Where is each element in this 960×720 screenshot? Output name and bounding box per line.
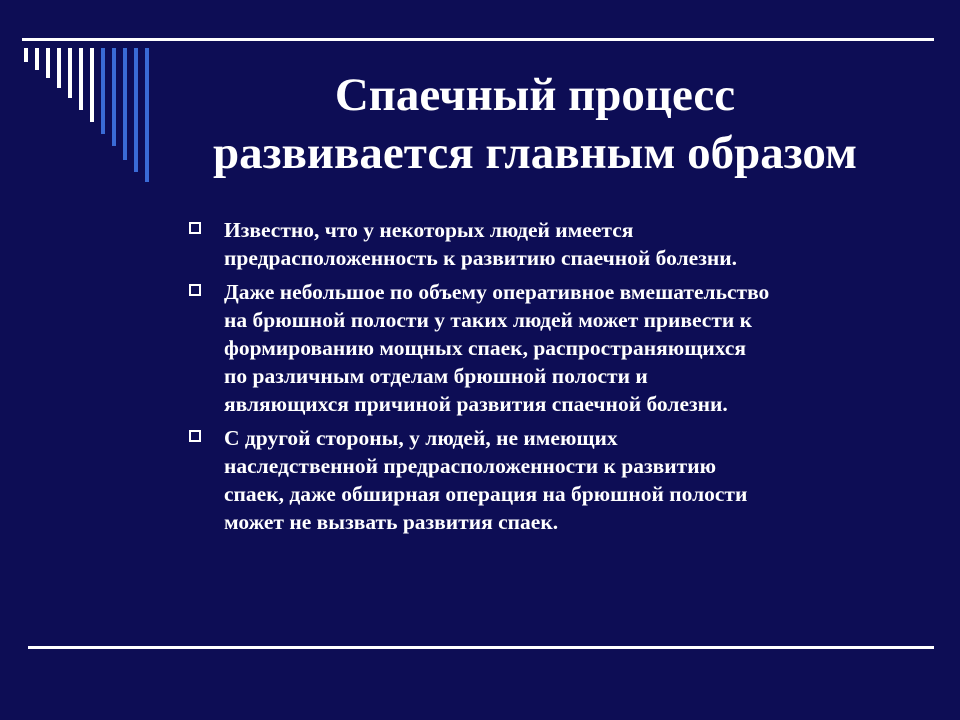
bullet-text-line: предрасположенность к развитию спаечной болезни. bbox=[224, 246, 737, 270]
bullet-item bbox=[186, 278, 906, 418]
slide-title-line: развивается главным образом bbox=[212, 127, 858, 179]
bottom-divider-line bbox=[28, 646, 934, 649]
decorative-stripe bbox=[134, 48, 138, 172]
decorative-stripe bbox=[145, 48, 149, 182]
hollow-square-bullet-icon bbox=[189, 284, 201, 296]
bullet-text-line: формированию мощных спаек, распространяющихся bbox=[224, 336, 747, 360]
slide-title bbox=[170, 66, 900, 182]
decorative-stripe bbox=[46, 48, 50, 78]
bullet-text-line: наследственной предрасположенности к развитию bbox=[224, 454, 717, 478]
decorative-stripe bbox=[35, 48, 39, 70]
decorative-stripe bbox=[112, 48, 116, 146]
decorative-stripe bbox=[24, 48, 28, 62]
bullet-text-line: спаек, даже обширная операция на брюшной полости bbox=[224, 482, 748, 506]
bullet-item bbox=[186, 216, 906, 272]
decorative-stripe bbox=[79, 48, 83, 110]
decorative-stripe bbox=[123, 48, 127, 160]
bullet-list bbox=[186, 216, 906, 542]
hollow-square-bullet-icon bbox=[189, 222, 201, 234]
decorative-stripe bbox=[57, 48, 61, 88]
bullet-item bbox=[186, 424, 906, 536]
decorative-stripe bbox=[101, 48, 105, 134]
decorative-stripe bbox=[90, 48, 94, 122]
bullet-text-line: Даже небольшое по объему оперативное вмешательство bbox=[224, 280, 770, 304]
decorative-stripes bbox=[0, 0, 170, 200]
bullet-text-line: по различным отделам брюшной полости и bbox=[224, 364, 648, 388]
hollow-square-bullet-icon bbox=[189, 430, 201, 442]
bullet-text-line: на брюшной полости у таких людей может привести к bbox=[224, 308, 753, 332]
bullet-text-line: С другой стороны, у людей, не имеющих bbox=[224, 426, 618, 450]
slide-title-line: Спаечный процесс bbox=[334, 69, 736, 121]
decorative-stripe bbox=[68, 48, 72, 98]
bullet-text-line: являющихся причиной развития спаечной болезни. bbox=[224, 392, 728, 416]
bullet-text-line: может не вызвать развития спаек. bbox=[224, 510, 559, 534]
bullet-text-line: Известно, что у некоторых людей имеется bbox=[224, 218, 634, 242]
